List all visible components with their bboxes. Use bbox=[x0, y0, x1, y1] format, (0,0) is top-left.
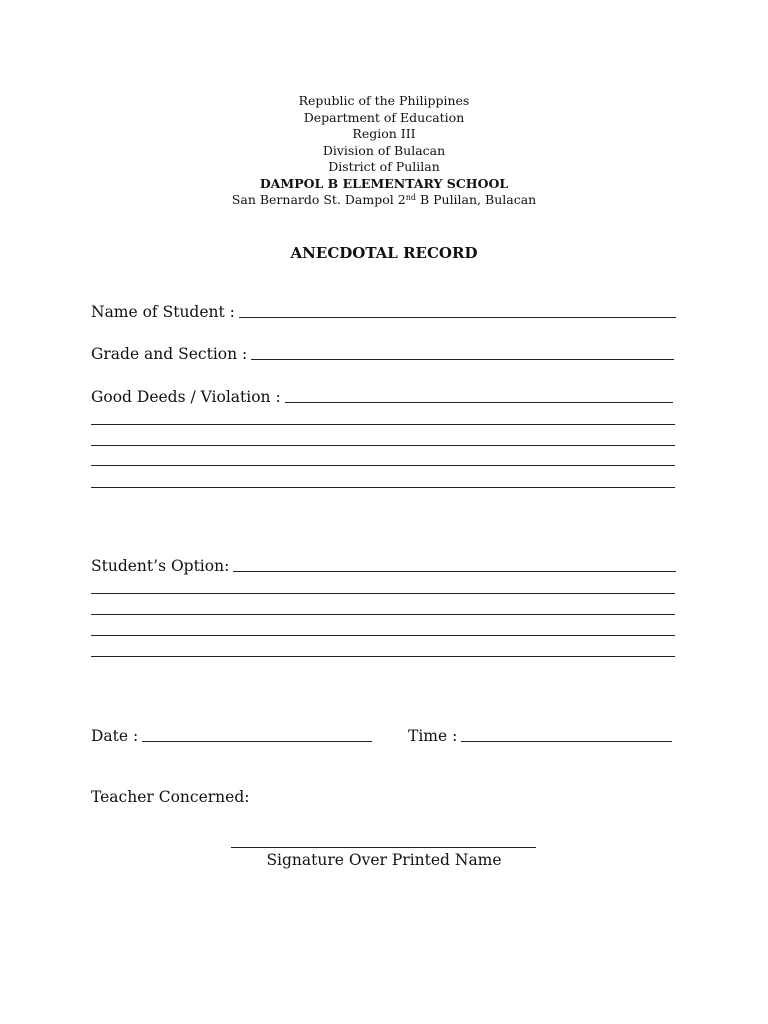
student-option-field[interactable] bbox=[91, 553, 676, 575]
header-republic: Republic of the Philippines bbox=[298, 93, 470, 108]
good-deeds-label: Good Deeds / Violation : bbox=[91, 388, 281, 406]
header-department: Department of Education bbox=[303, 109, 465, 125]
time-field[interactable] bbox=[408, 723, 672, 745]
grade-section-label: Grade and Section : bbox=[91, 345, 248, 363]
grade-section-blank[interactable] bbox=[251, 359, 674, 360]
good-deeds-line-4[interactable] bbox=[91, 487, 675, 488]
address-town: B Pulilan, Bulacan bbox=[415, 192, 537, 207]
teacher-concerned-label: Teacher Concerned: bbox=[91, 788, 250, 806]
address-street: San Bernardo St. Dampol 2 bbox=[231, 192, 406, 207]
good-deeds-line-1[interactable] bbox=[91, 424, 675, 425]
student-name-blank[interactable] bbox=[239, 317, 676, 318]
address-ordinal: nd bbox=[405, 193, 416, 202]
header-district: District of Pulilan bbox=[328, 159, 440, 174]
student-option-blank[interactable] bbox=[233, 571, 676, 572]
letterhead bbox=[0, 93, 768, 209]
student-option-line-4[interactable] bbox=[91, 656, 675, 657]
grade-section-field[interactable] bbox=[91, 341, 674, 363]
student-name-label: Name of Student : bbox=[91, 303, 235, 321]
time-blank[interactable] bbox=[461, 741, 672, 742]
date-field[interactable] bbox=[91, 723, 372, 745]
header-division: Division of Bulacan bbox=[322, 142, 446, 158]
header-address bbox=[0, 192, 768, 209]
good-deeds-line-2[interactable] bbox=[91, 445, 675, 446]
form-title: ANECDOTAL RECORD bbox=[290, 244, 478, 262]
time-label: Time : bbox=[408, 727, 458, 745]
good-deeds-field[interactable] bbox=[91, 384, 673, 406]
student-option-line-2[interactable] bbox=[91, 614, 675, 615]
signature-caption: Signature Over Printed Name bbox=[266, 851, 502, 869]
header-region: Region III bbox=[352, 126, 416, 141]
header-school-name: DAMPOL B ELEMENTARY SCHOOL bbox=[259, 175, 509, 191]
student-option-label: Student’s Option: bbox=[91, 557, 230, 575]
good-deeds-line-3[interactable] bbox=[91, 465, 675, 466]
student-option-line-3[interactable] bbox=[91, 635, 675, 636]
good-deeds-blank[interactable] bbox=[285, 402, 673, 403]
student-option-line-1[interactable] bbox=[91, 593, 675, 594]
signature-line[interactable] bbox=[231, 847, 536, 848]
date-label: Date : bbox=[91, 727, 139, 745]
student-name-field[interactable] bbox=[91, 299, 676, 321]
date-blank[interactable] bbox=[142, 741, 372, 742]
